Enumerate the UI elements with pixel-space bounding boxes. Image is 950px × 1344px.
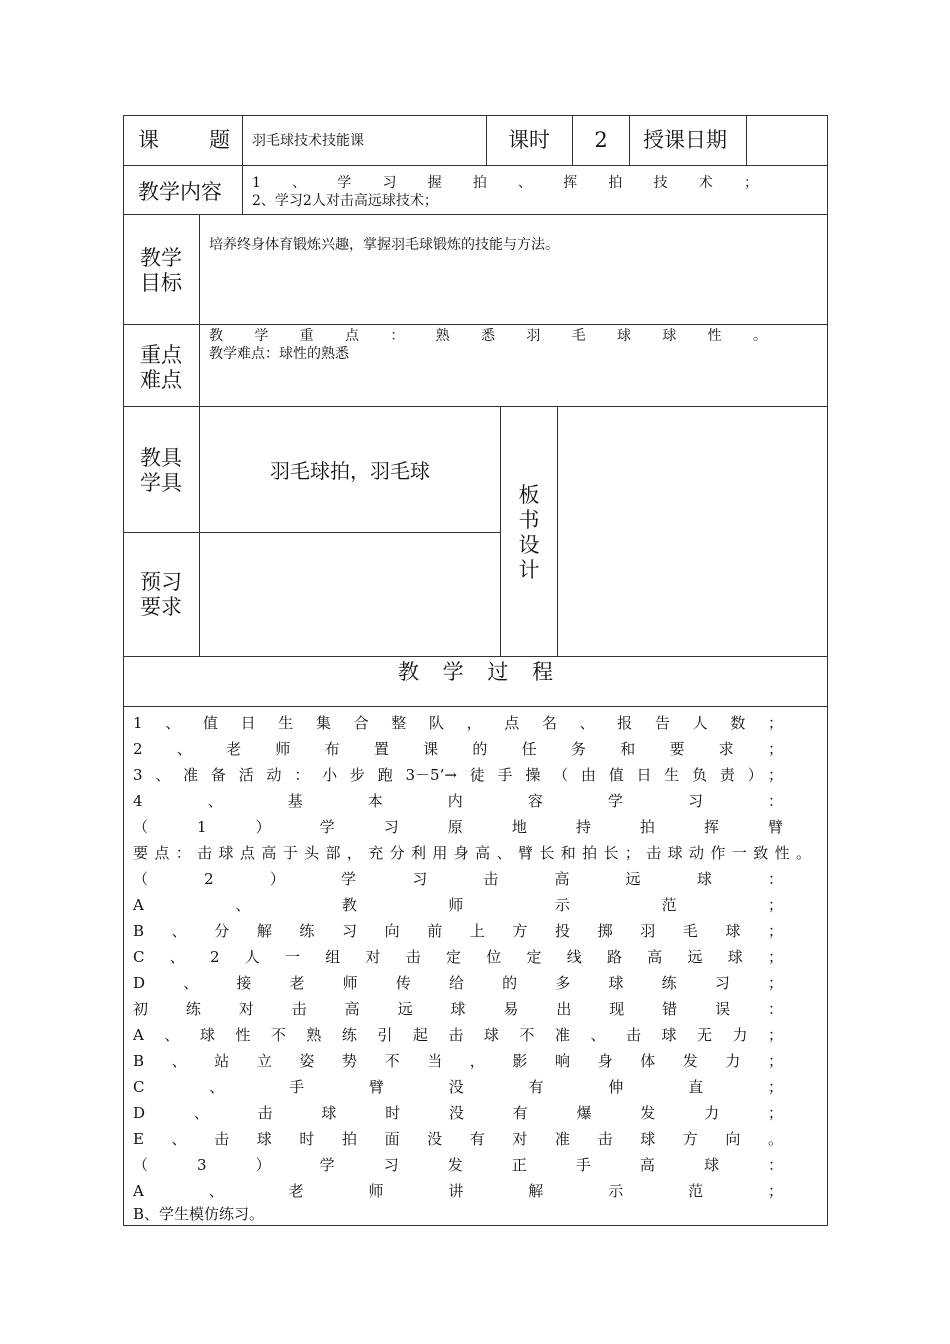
process-line: B、分解练习向前上方投掷羽毛球；	[133, 922, 783, 940]
process-line: 2、老师布置课的任务和要求；	[133, 740, 783, 758]
row-divider	[123, 214, 828, 215]
process-line: 4、基本内容学习：	[133, 792, 783, 810]
content-text	[252, 174, 758, 210]
process-line: D、接老师传给的多球练习；	[133, 974, 783, 992]
hours-value: 2	[594, 128, 608, 152]
key-points-label: 重点 难点	[140, 343, 182, 392]
content-label: 教学内容	[138, 180, 222, 204]
col-divider	[199, 214, 200, 657]
key-point-line-2: 教学难点：球性的熟悉	[209, 346, 349, 362]
table-border-bottom	[123, 1225, 828, 1226]
process-line: A、老师讲解示范；	[133, 1182, 783, 1200]
hours-label: 课时	[508, 128, 550, 152]
process-line: B、学生模仿练习。	[133, 1205, 265, 1223]
col-divider	[629, 115, 630, 166]
process-line: B、站立姿势不当，影响身体发力；	[133, 1052, 783, 1070]
preview-label: 预习 要求	[140, 570, 182, 619]
process-line: C、2人一组对击定位定线路高远球；	[133, 948, 783, 966]
process-line: A、球性不熟练引起击球不准、击球无力；	[133, 1026, 783, 1044]
col-divider	[557, 406, 558, 657]
table-border-right	[827, 115, 828, 1226]
row-divider	[123, 706, 828, 707]
col-divider	[242, 115, 243, 215]
board-design-label: 板 书 设 计	[518, 483, 540, 582]
content-line-1: 1、学习握拍、挥拍技术；	[252, 175, 758, 191]
table-border-top	[123, 115, 828, 116]
row-divider	[123, 406, 828, 407]
topic-label: 课题	[138, 128, 230, 152]
key-points-text	[209, 327, 767, 363]
goals-text: 培养终身体育锻炼兴趣，掌握羽毛球锻炼的技能与方法。	[209, 237, 559, 253]
process-line: E、击球时拍面没有对准击球方向。	[133, 1130, 783, 1148]
process-line: 初练对击高远球易出现错误：	[133, 1000, 783, 1018]
process-line: （2）学习击高远球：	[133, 870, 783, 888]
process-line: D、击球时没有爆发力；	[133, 1104, 783, 1122]
date-label: 授课日期	[643, 128, 727, 152]
col-divider	[486, 115, 487, 166]
table-border-left	[123, 115, 124, 1226]
process-line: 1、值日生集合整队，点名、报告人数；	[133, 714, 783, 732]
process-line: （3）学习发正手高球：	[133, 1156, 783, 1174]
key-point-line-1: 教学重点：熟悉羽毛球球性。	[209, 328, 767, 344]
col-divider	[746, 115, 747, 166]
process-line: 3、准备活动：小步跑3－5’→徒手操（由值日生负责）；	[133, 766, 783, 784]
equipment-text: 羽毛球拍，羽毛球	[270, 459, 430, 483]
process-line: 要点：击球点高于头部，充分利用身高、臂长和拍长；击球动作一致性。	[133, 844, 811, 862]
process-line: （1）学习原地持拍挥臂	[133, 818, 783, 836]
process-title: 教学过程	[398, 660, 553, 684]
row-divider	[123, 324, 828, 325]
goals-label: 教学 目标	[140, 246, 182, 295]
process-line: A、教师示范；	[133, 896, 783, 914]
row-divider	[123, 165, 828, 166]
topic-value: 羽毛球技术技能课	[252, 133, 364, 149]
equipment-label: 教具 学具	[140, 446, 182, 495]
row-divider	[123, 532, 501, 533]
process-line: C、手臂没有伸直；	[133, 1078, 783, 1096]
content-line-2: 2、学习2人对击高远球技术；	[252, 193, 438, 209]
